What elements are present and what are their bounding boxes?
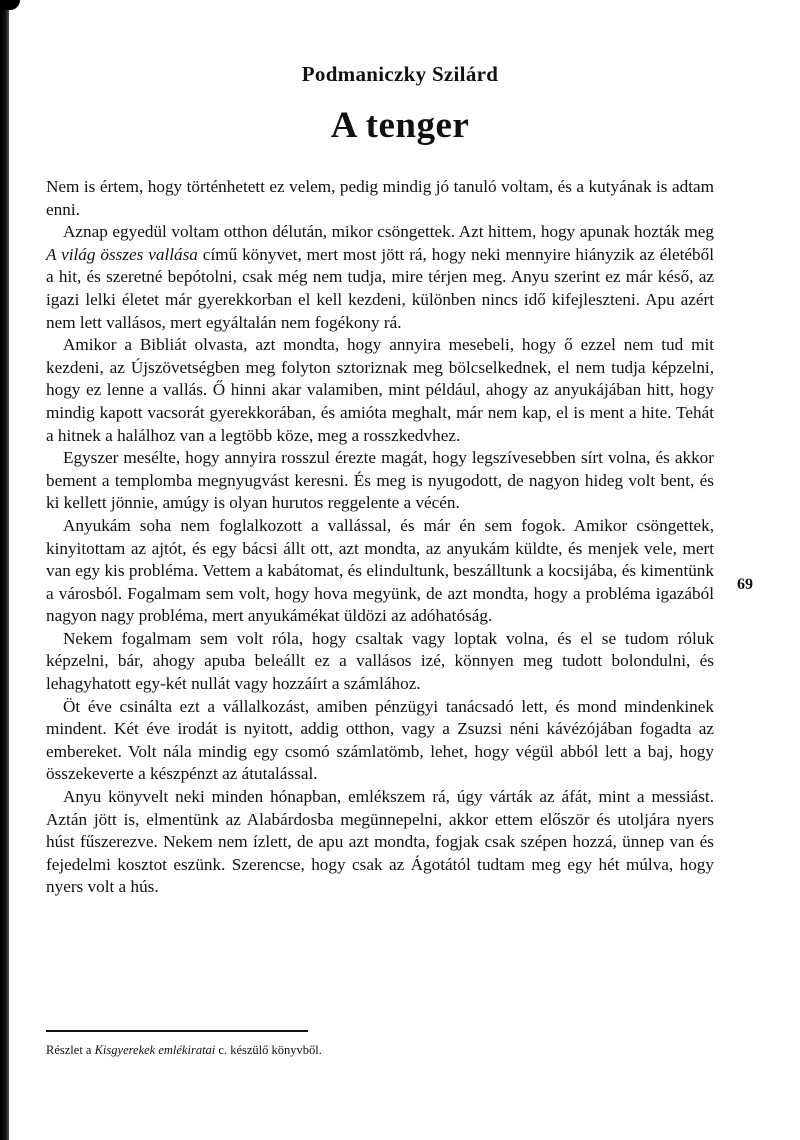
paragraph-5 [46,515,714,628]
story-body [46,176,714,899]
book-title-italic: A világ összes vallása [46,244,198,264]
author-name: Podmaniczky Szilárd [301,62,499,86]
paragraph-text: Anyukám soha nem foglalkozott a vallással, és már én sem fogok. Amikor csöngettek, kinyitottam az ajtót, és egy bácsi állt ott, azt mondta, az anyukám küldte, és menjek vele, mert van egy kis probléma. Vettem a kabátomat, és elindultunk, beszálltunk a kocsijába, és kimentünk a városból. Fogalmam sem volt, hogy hova megyünk, de azt mondta, hogy a probléma igazából nagyon nagy probléma, mert anyukámékat üldözi az adóhatóság. [46,515,714,626]
footnote [46,1043,322,1058]
paragraph-text: Egyszer mesélte, hogy annyira rosszul érezte magát, hogy legszívesebben sírt volna, és akkor bement a templomba megnyugvást keresni. És meg is nyugodott, de nagyon hideg volt bent, és ki kellett jönnie, amúgy is olyan hurutos reggelente a vécén. [46,448,714,513]
paragraph-1 [46,176,714,221]
footnote-text: Részlet a [46,1043,95,1057]
paragraph-text: Anyu könyvelt neki minden hónapban, emlékszem rá, úgy várták az áfát, mint a messiást. Aztán jött is, elmentünk az Alabárdosba megünnepelni, akkor ettem először és utoljára nyers húst fűszerezve. Nekem nem ízlett, de apu azt mondta, fogjak csak szépen hozzá, ünnep van és fejedelmi kosztot eszünk. Szerencse, hogy csak az Ágotától tudtam meg egy hét múlva, hogy nyers volt a hús. [46,787,714,897]
paragraph-text: Nekem fogalmam sem volt róla, hogy csaltak vagy loptak volna, és el se tudom róluk képzelni, bár, ahogy apuba beleállt ez a vallásos izé, könnyen meg tudott bolondulni, és lehagyhatott egy-két nullát vagy hozzáírt a számlához. [46,628,714,694]
paragraph-text: című könyvet, mert most jött rá, hogy neki mennyire hiányzik az életéből a hit, és szeretné bepótolni, csak még nem tudja, mire térjen meg. Anyu szerint ez már késő, az igazi lelki életet már gyerekkorban el kell kezdeni, különben nincs idő kifejleszteni. Apu azért nem lett vallásos, mert egyáltalán nem fogékony rá. [46,244,714,332]
story-title: A tenger [330,105,470,146]
paragraph-2 [46,221,714,334]
paragraph-text: Amikor a Bibliát olvasta, azt mondta, hogy annyira mesebeli, hogy ő ezzel nem tud mit kezdeni, az Újszövetségben meg folyton sztoriznak meg bölcselkednek, el nem tudja képzelni, hogy ez lenne a vallás. Ő hinni akar valamiben, mint például, ahogy az anyukájában hitt, hogy mindig kapott vacsorát gyerekkorában, és amióta meghalt, már nem kap, el is ment a hite. Tehát a hitnek a halálhoz van a legtöbb köze, meg a rosszkedvhez. [46,335,714,445]
footnote-book-title: Kisgyerekek emlékiratai [94,1043,216,1057]
page-number: 69 [737,576,753,593]
footnote-divider [46,1030,308,1032]
paragraph-8 [46,786,714,899]
book-spine-shadow [0,0,9,1140]
paragraph-text: Aznap egyedül voltam otthon délután, mikor csöngettek. Azt hittem, hogy apunak hozták meg [63,222,714,242]
footnote-text: c. készülő könyvből. [215,1043,322,1057]
paragraph-7 [46,696,714,786]
paragraph-text: Nem is értem, hogy történhetett ez velem, pedig mindig jó tanuló voltam, és a kutyának is adtam enni. [46,177,714,219]
book-spine-corner [0,0,20,10]
paragraph-text: Öt éve csinálta ezt a vállalkozást, amiben pénzügyi tanácsadó lett, és mond mindenkinek mindent. Két éve irodát is nyitott, addig otthon, vagy a Zsuzsi néni kávézójában fogadta az embereket. Volt nála mindig egy csomó számlatömb, lehet, hogy végül abból lett a baj, hogy összekeverte a készpénzt az átutalással. [46,696,714,784]
paragraph-6 [46,628,714,696]
paragraph-4 [46,447,714,515]
paragraph-3 [46,334,714,447]
